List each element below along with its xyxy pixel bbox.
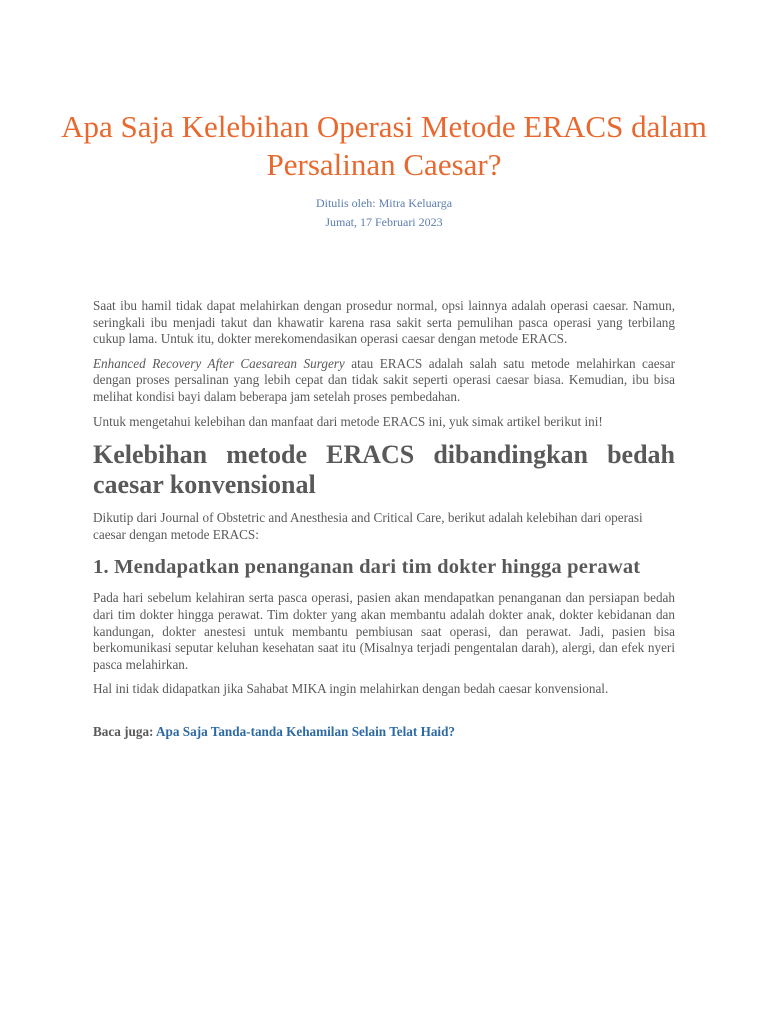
section-heading: Kelebihan metode ERACS dibandingkan bedah caesar konvensional	[93, 440, 675, 500]
read-also	[93, 724, 675, 741]
sub-paragraph-2: Hal ini tidak didapatkan jika Sahabat MIKA ingin melahirkan dengan bedah caesar konvensional.	[93, 681, 609, 697]
intro-paragraph-2	[93, 356, 675, 406]
article-body	[93, 298, 675, 749]
article-title: Apa Saja Kelebihan Operasi Metode ERACS dalam Persalinan Caesar?	[61, 109, 707, 182]
article-date: Jumat, 17 Februari 2023	[325, 215, 443, 229]
intro-paragraph-3: Untuk mengetahui kelebihan dan manfaat dari metode ERACS ini, yuk simak artikel berikut ini!	[93, 413, 603, 429]
intro-paragraph-2-text: atau ERACS adalah salah satu metode melahirkan caesar dengan proses persalinan yang lebih cepat dan tidak sakit seperti operasi caesar biasa. Kemudian, ibu bisa melihat kondisi bayi dalam beberapa jam setelah proses pembedahan.	[93, 355, 675, 404]
section-intro: Dikutip dari Journal of Obstetric and Anesthesia and Critical Care, berikut adalah kelebihan dari operasi caesar dengan metode ERACS:	[93, 510, 643, 542]
read-also-link[interactable]: Apa Saja Tanda-tanda Kehamilan Selain Telat Haid?	[156, 723, 456, 739]
sub-paragraph-1: Pada hari sebelum kelahiran serta pasca operasi, pasien akan mendapatkan penanganan dan persiapan bedah dari tim dokter hingga perawat. Tim dokter yang akan membantu adalah dokter anak, dokter kebidanan dan kandungan, dokter anestesi untuk membantu pembiusan saat operasi, dan perawat. Jadi, pasien bisa berkomunikasi seputar keluhan kesehatan saat itu (Misalnya terjadi pengentalan darah), alergi, dan efek nyeri pasca melahirkan.	[93, 590, 675, 672]
article-author: Ditulis oleh: Mitra Keluarga	[315, 196, 453, 210]
sub-heading-1: 1. Mendapatkan penanganan dari tim dokter hingga perawat	[93, 556, 641, 579]
intro-paragraph-1: Saat ibu hamil tidak dapat melahirkan dengan prosedur normal, opsi lainnya adalah operasi caesar. Namun, seringkali ibu menjadi takut dan khawatir karena rasa sakit serta pemulihan pasca operasi yang terbilang cukup lama. Untuk itu, dokter merekomendasikan operasi caesar dengan metode ERACS.	[93, 298, 675, 347]
read-also-label: Baca juga:	[93, 723, 157, 739]
eracs-term: Enhanced Recovery After Caesarean Surgery	[93, 355, 345, 371]
